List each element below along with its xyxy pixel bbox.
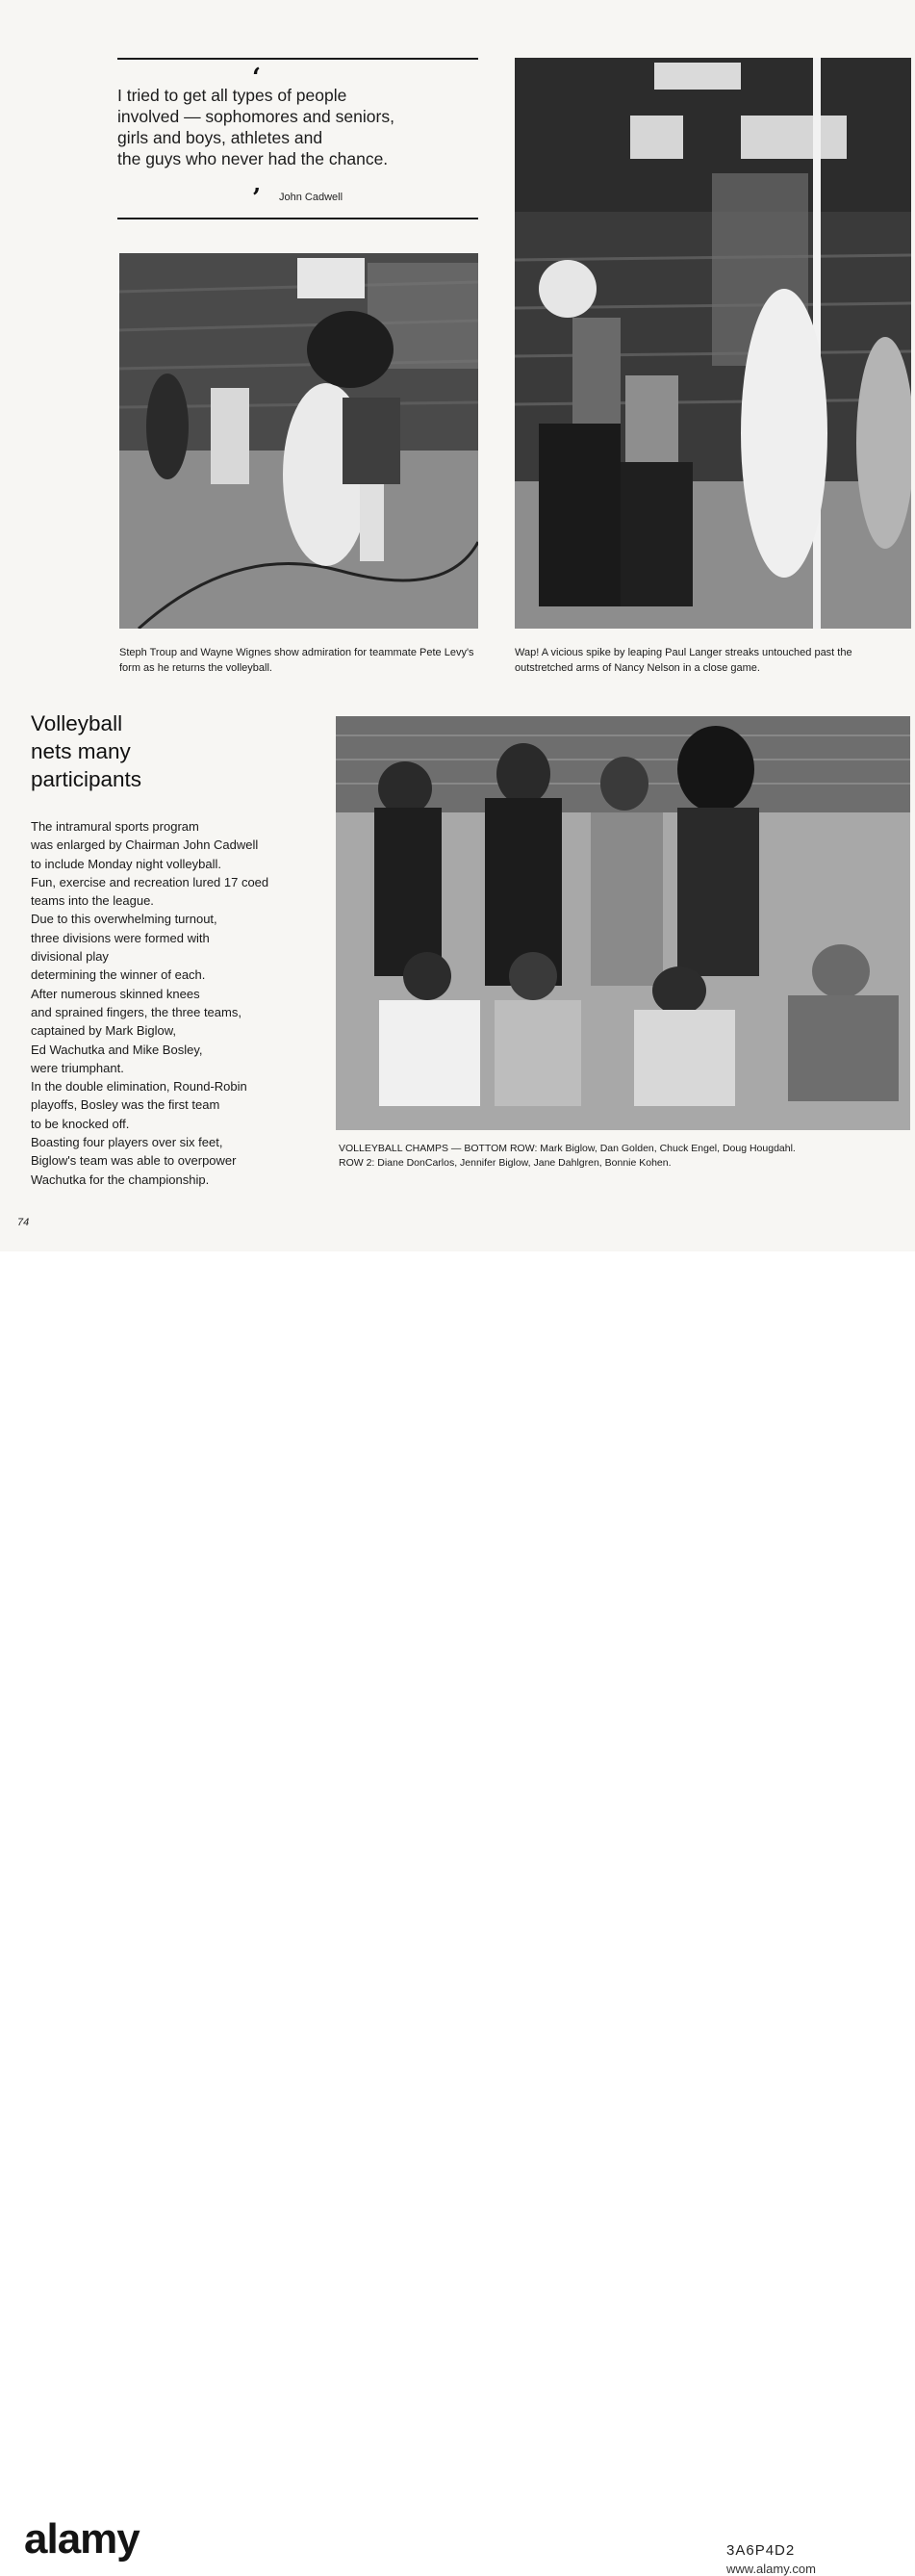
yearbook-page [0, 0, 915, 1251]
body-line: In the double elimination, Round-Robin [31, 1079, 247, 1095]
photo-volleyball-return-image [119, 253, 478, 629]
quote-attribution: John Cadwell [279, 192, 343, 203]
body-line: to include Monday night volleyball. [31, 856, 222, 871]
photo-volleyball-return [119, 253, 478, 629]
article-body [31, 817, 329, 1189]
body-line: Wachutka for the championship. [31, 1172, 210, 1187]
headline-line: nets many [31, 739, 131, 763]
photo-volleyball-spike-image [515, 58, 911, 629]
body-line: divisional play [31, 949, 109, 965]
caption-team-line: VOLLEYBALL CHAMPS — BOTTOM ROW: Mark Biglow, Dan Golden, Chuck Engel, Doug Hougdahl. [339, 1143, 796, 1154]
caption-left-photo: Steph Troup and Wayne Wignes show admiration for teammate Pete Levy's form as he returns the volleyball. [119, 647, 474, 674]
article-headline [31, 709, 141, 793]
body-line: to be knocked off. [31, 1116, 130, 1131]
quote-bottom-rule [117, 218, 478, 219]
brand-logo: alamy [24, 2515, 140, 2563]
footer-url[interactable]: www.alamy.com [726, 2562, 816, 2576]
body-line: and sprained fingers, the three teams, [31, 1004, 241, 1019]
stock-footer [0, 1251, 915, 2576]
body-line: determining the winner of each. [31, 967, 206, 983]
caption-right-photo: Wap! A vicious spike by leaping Paul Langer streaks untouched past the outstretched arms of Nancy Nelson in a close game. [515, 647, 852, 674]
page-number: 74 [17, 1217, 30, 1228]
quote-line: girls and boys, athletes and [117, 128, 323, 147]
body-line: teams into the league. [31, 893, 154, 909]
body-line: captained by Mark Biglow, [31, 1023, 177, 1039]
quote-line: I tried to get all types of people [117, 86, 347, 105]
headline-line: participants [31, 767, 142, 791]
quote-top-rule [117, 58, 478, 60]
body-line: playoffs, Bosley was the first team [31, 1097, 220, 1113]
body-line: were triumphant. [31, 1060, 124, 1075]
body-line: After numerous skinned knees [31, 986, 200, 1001]
headline-line: Volleyball [31, 711, 123, 735]
quote-line: involved — sophomores and seniors, [117, 107, 394, 126]
pull-quote [117, 85, 483, 169]
caption-team-photo [339, 1142, 911, 1171]
body-line: three divisions were formed with [31, 930, 210, 945]
photo-volleyball-champs-image [336, 716, 910, 1130]
photo-volleyball-champs [336, 716, 910, 1130]
body-line: was enlarged by Chairman John Cadwell [31, 837, 259, 853]
quote-line: the guys who never had the chance. [117, 149, 389, 168]
body-line: Due to this overwhelming turnout, [31, 912, 217, 927]
photo-volleyball-spike [515, 58, 911, 629]
body-line: Boasting four players over six feet, [31, 1135, 223, 1150]
body-line: Ed Wachutka and Mike Bosley, [31, 1042, 203, 1057]
caption-team-line: ROW 2: Diane DonCarlos, Jennifer Biglow, Jane Dahlgren, Bonnie Kohen. [339, 1157, 672, 1169]
body-line: Biglow's team was able to overpower [31, 1153, 237, 1169]
body-line: The intramural sports program [31, 819, 199, 834]
image-id: 3A6P4D2 [726, 2542, 796, 2559]
body-line: Fun, exercise and recreation lured 17 coed [31, 874, 269, 889]
open-quote-mark: ‘ [252, 64, 262, 92]
close-quote-mark: ’ [252, 184, 262, 213]
